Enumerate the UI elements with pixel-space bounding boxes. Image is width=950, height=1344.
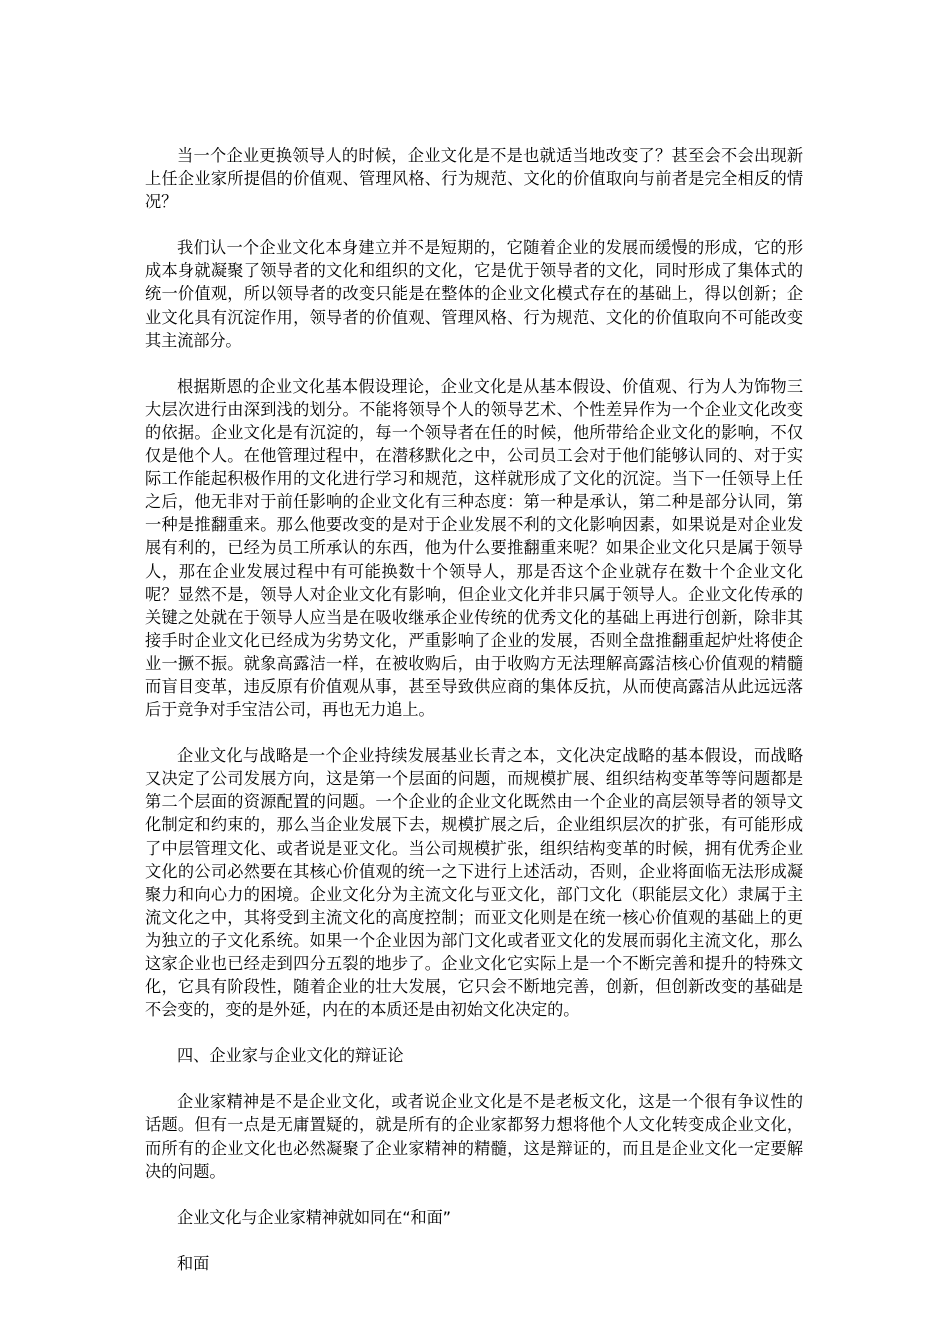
paragraph-culture-formation: 我们认一个企业文化本身建立并不是短期的，它随着企业的发展而缓慢的形成，它的形成本身就凝聚了领导者的文化和组织的文化，它是优于领导者的文化，同时形成了集体式的统一价值观，所以领导者的改变只能是在整体的企业文化模式存在的基础上，得以创新；企业文化具有沉淀作用，领导者的价值观、管理风格、行为规范、文化的价值取向不可能改变其主流部分。 (145, 238, 803, 350)
paragraph-dough: 和面 (177, 1253, 210, 1273)
document-page (145, 144, 803, 1298)
paragraph-dough-metaphor: 企业文化与企业家精神就如同在“和面” (177, 1207, 451, 1227)
paragraph-culture-strategy: 企业文化与战略是一个企业持续发展基业长青之本，文化决定战略的基本假设，而战略又决定了公司发展方向，这是第一个层面的问题，而规模扩展、组织结构变革等等问题都是第二个层面的资源配置的问题。一个企业的企业文化既然由一个企业的高层领导者的领导文化制定和约束的，那么当企业发展下去，规模扩展之后，企业组织层次的扩张，有可能形成了中层管理文化、或者说是亚文化。当公司规模扩张，组织结构变革的时候，拥有优秀企业文化的公司必然要在其核心价值观的统一之下进行上述活动，否则，企业将面临无法形成凝聚力和向心力的困境。企业文化分为主流文化与亚文化，部门文化（职能层文化）隶属于主流文化之中，其将受到主流文化的高度控制；而亚文化则是在统一核心价值观的基础上的更为独立的子文化系统。如果一个企业因为部门文化或者亚文化的发展而弱化主流文化，那么这家企业也已经走到四分五裂的地步了。企业文化它实际上是一个不断完善和提升的特殊文化，它具有阶段性，随着企业的壮大发展，它只会不断地完善，创新，但创新改变的基础是不会变的，变的是外延，内在的本质还是由初始文化决定的。 (145, 746, 803, 1020)
section-heading: 四、企业家与企业文化的辩证论 (177, 1046, 404, 1066)
paragraph-leader-change-question: 当一个企业更换领导人的时候，企业文化是不是也就适当地改变了？甚至会不会出现新上任企业家所提倡的价值观、管理风格、行为规范、文化的价值取向与前者是完全相反的情况？ (145, 146, 803, 212)
paragraph-schein-theory: 根据斯恩的企业文化基本假设理论，企业文化是从基本假设、价值观、行为人为饰物三大层次进行由深到浅的划分。不能将领导个人的领导艺术、个性差异作为一个企业文化改变的依据。企业文化是有沉淀的，每一个领导者在任的时候，他所带给企业文化的影响，不仅仅是他个人。在他管理过程中，在潜移默化之中，公司员工会对于他们能够认同的、对于实际工作能起积极作用的文化进行学习和规范，这样就形成了文化的沉淀。当下一任领导上任之后，他无非对于前任影响的企业文化有三种态度：第一种是承认，第二种是部分认同，第一种是推翻重来。那么他要改变的是对于企业发展不利的文化影响因素，如果说是对企业发展有利的，已经为员工所承认的东西，他为什么要推翻重来呢？如果企业文化只是属于领导人，那在企业发展过程中有可能换数十个领导人，那是否这个企业就存在数十个企业文化呢？显然不是，领导人对企业文化有影响，但企业文化并非只属于领导人。企业文化传承的关键之处就在于领导人应当是在吸收继承企业传统的优秀文化的基础上再进行创新，除非其接手时企业文化已经成为劣势文化，严重影响了企业的发展，否则全盘推翻重起炉灶将使企业一撅不振。就象高露洁一样，在被收购后，由于收购方无法理解高露洁核心价值观的精髓而盲目变革，违反原有价值观从事，甚至导致供应商的集体反抗，从而使高露洁从此远远落后于竞争对手宝洁公司，再也无力追上。 (145, 376, 803, 720)
paragraph-entrepreneur-spirit: 企业家精神是不是企业文化，或者说企业文化是不是老板文化，这是一个很有争议性的话题。但有一点是无庸置疑的，就是所有的企业家都努力想将他个人文化转变成企业文化，而所有的企业文化也必然凝聚了企业家精神的精髓，这是辩证的，而且是企业文化一定要解决的问题。 (145, 1092, 803, 1181)
